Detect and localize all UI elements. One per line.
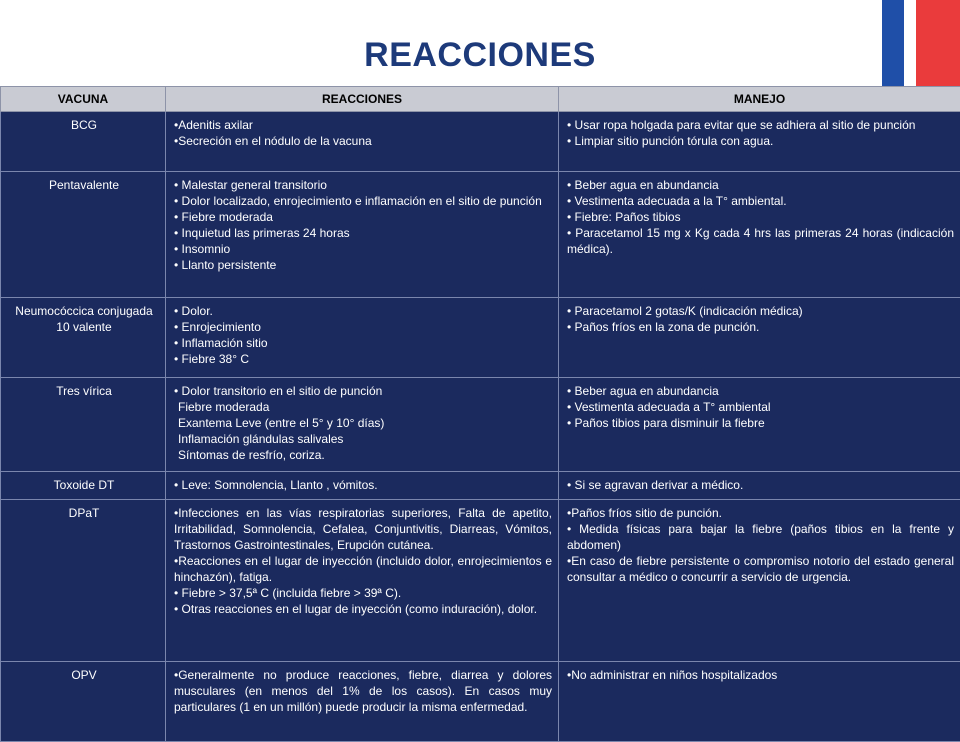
table-row bbox=[1, 298, 960, 378]
management-cell bbox=[559, 500, 960, 662]
reaction-item: • Fiebre moderada bbox=[174, 209, 552, 225]
vaccine-name: BCG bbox=[1, 112, 166, 172]
management-item: • Limpiar sitio punción tórula con agua. bbox=[567, 133, 954, 149]
management-item: • Beber agua en abundancia bbox=[567, 177, 954, 193]
reactions-cell bbox=[166, 112, 559, 172]
reaction-item: • Inflamación sitio bbox=[174, 335, 552, 351]
reaction-item: Inflamación glándulas salivales bbox=[174, 431, 552, 447]
reaction-item: Síntomas de resfrío, coriza. bbox=[174, 447, 552, 463]
management-cell bbox=[559, 378, 960, 472]
reaction-item: • Insomnio bbox=[174, 241, 552, 257]
vaccine-name: Pentavalente bbox=[1, 172, 166, 298]
reaction-item: • Llanto persistente bbox=[174, 257, 552, 273]
reactions-cell bbox=[166, 472, 559, 500]
management-item: •Paños fríos sitio de punción. bbox=[567, 505, 954, 521]
management-cell bbox=[559, 472, 960, 500]
management-item: •No administrar en niños hospitalizados bbox=[567, 667, 954, 683]
table-row bbox=[1, 172, 960, 298]
header-reacciones: REACCIONES bbox=[166, 87, 559, 112]
management-cell bbox=[559, 662, 960, 742]
reaction-item: Fiebre moderada bbox=[174, 399, 552, 415]
management-cell bbox=[559, 298, 960, 378]
vaccine-name: Tres vírica bbox=[1, 378, 166, 472]
header-manejo: MANEJO bbox=[559, 87, 960, 112]
reactions-cell bbox=[166, 172, 559, 298]
reaction-item: • Fiebre > 37,5ª C (incluida fiebre > 39ª C). bbox=[174, 585, 552, 601]
vaccine-name: DPaT bbox=[1, 500, 166, 662]
reaction-item: • Otras reacciones en el lugar de inyección (como induración), dolor. bbox=[174, 601, 552, 617]
table-row bbox=[1, 472, 960, 500]
reactions-cell bbox=[166, 378, 559, 472]
management-item: • Paños fríos en la zona de punción. bbox=[567, 319, 954, 335]
management-item: • Si se agravan derivar a médico. bbox=[567, 477, 954, 493]
page-title: REACCIONES bbox=[0, 36, 960, 75]
reaction-item: •Secreción en el nódulo de la vacuna bbox=[174, 133, 552, 149]
management-item: • Paños tibios para disminuir la fiebre bbox=[567, 415, 954, 431]
reactions-cell bbox=[166, 298, 559, 378]
reaction-item: Exantema Leve (entre el 5° y 10° días) bbox=[174, 415, 552, 431]
reaction-item: •Reacciones en el lugar de inyección (incluido dolor, enrojecimientos e hinchazón), fatiga. bbox=[174, 553, 552, 585]
reaction-item: • Malestar general transitorio bbox=[174, 177, 552, 193]
table-row bbox=[1, 112, 960, 172]
management-cell bbox=[559, 112, 960, 172]
table-row bbox=[1, 500, 960, 662]
management-item: • Beber agua en abundancia bbox=[567, 383, 954, 399]
reaction-item: • Dolor transitorio en el sitio de punción bbox=[174, 383, 552, 399]
reaction-item: •Generalmente no produce reacciones, fiebre, diarrea y dolores musculares (en menos del 1% de los casos). En casos muy particulares (1 en un millón) puede producir la misma enfermedad. bbox=[174, 667, 552, 715]
management-item: • Vestimenta adecuada a la T° ambiental. bbox=[567, 193, 954, 209]
management-item: • Fiebre: Paños tibios bbox=[567, 209, 954, 225]
management-cell bbox=[559, 172, 960, 298]
reaction-item: •Infecciones en las vías respiratorias superiores, Falta de apetito, Irritabilidad, Somnolencia, Cefalea, Conjuntivitis, Diarreas, Vómitos, Trastornos Gastrointestinales, Erupción cutánea. bbox=[174, 505, 552, 553]
vaccine-name: Toxoide DT bbox=[1, 472, 166, 500]
reaction-item: • Inquietud las primeras 24 horas bbox=[174, 225, 552, 241]
reaction-item: • Fiebre 38° C bbox=[174, 351, 552, 367]
management-item: •En caso de fiebre persistente o compromiso notorio del estado general consultar a médico o concurrir a servicio de urgencia. bbox=[567, 553, 954, 585]
vaccine-name: Neumocóccica conjugada 10 valente bbox=[1, 298, 166, 378]
management-item: • Paracetamol 15 mg x Kg cada 4 hrs las primeras 24 horas (indicación médica). bbox=[567, 225, 954, 257]
reactions-cell bbox=[166, 500, 559, 662]
reaction-item: •Adenitis axilar bbox=[174, 117, 552, 133]
reactions-cell bbox=[166, 662, 559, 742]
vaccine-name: OPV bbox=[1, 662, 166, 742]
management-item: • Usar ropa holgada para evitar que se adhiera al sitio de punción bbox=[567, 117, 954, 133]
reaction-item: • Dolor. bbox=[174, 303, 552, 319]
reaction-item: • Enrojecimiento bbox=[174, 319, 552, 335]
table-header-row bbox=[1, 87, 960, 112]
management-item: • Vestimenta adecuada a T° ambiental bbox=[567, 399, 954, 415]
vaccine-reactions-table bbox=[0, 86, 960, 742]
management-item: • Paracetamol 2 gotas/K (indicación médica) bbox=[567, 303, 954, 319]
reaction-item: • Dolor localizado, enrojecimiento e inflamación en el sitio de punción bbox=[174, 193, 552, 209]
table-row bbox=[1, 378, 960, 472]
reaction-item: • Leve: Somnolencia, Llanto , vómitos. bbox=[174, 477, 552, 493]
management-item: • Medida físicas para bajar la fiebre (paños tibios en la frente y abdomen) bbox=[567, 521, 954, 553]
header-vacuna: VACUNA bbox=[1, 87, 166, 112]
table-row bbox=[1, 662, 960, 742]
